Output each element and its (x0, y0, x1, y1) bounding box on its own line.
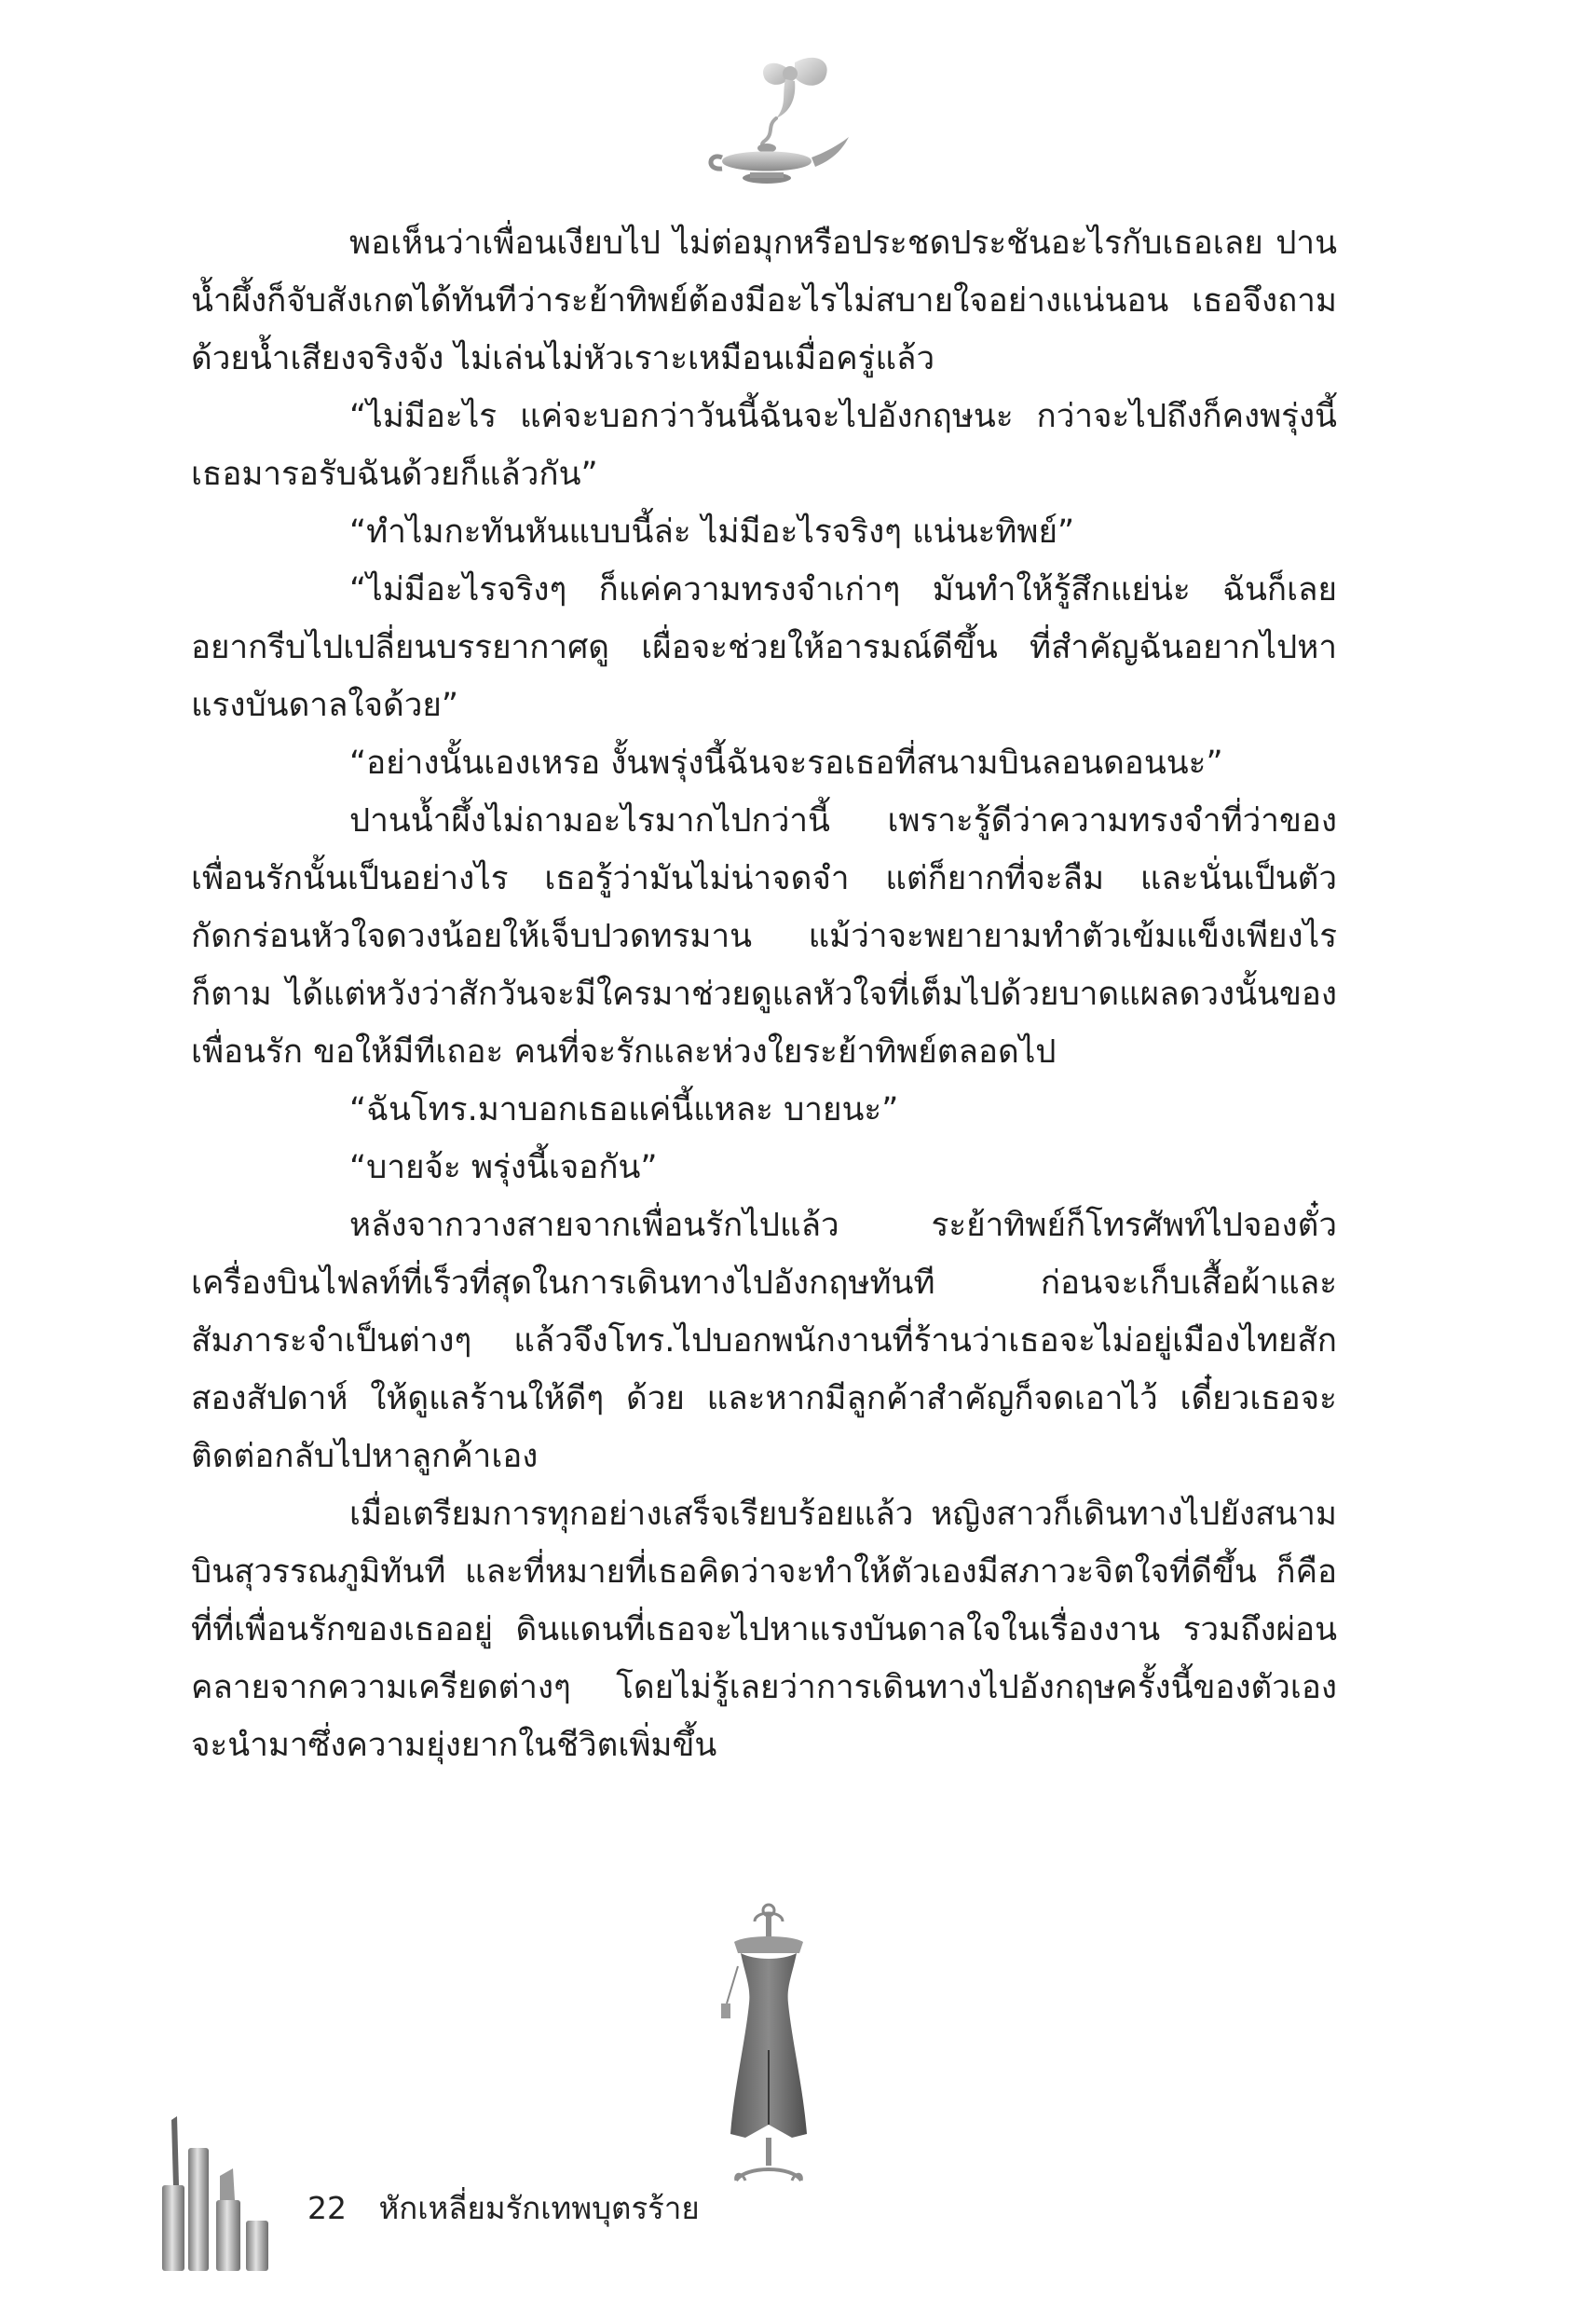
paragraph: “อย่างนั้นเองเหรอ งั้นพรุ่งนี้ฉันจะรอเธอที่สนามบินลอนดอนนะ” (349, 745, 1223, 782)
cosmetics-icon (140, 2111, 280, 2274)
paragraph: หลังจากวางสายจากเพื่อนรักไปแล้ว ระย้าทิพย์ก็โทรศัพท์ไปจองตั๋วเครื่องบินไฟลท์ที่เร็วที่สุดในการเดินทางไปอังกฤษทันที ก่อนจะเก็บเสื้อผ้าและสัมภาระจำเป็นต่างๆ แล้วจึงโทร.ไปบอกพนักงานที่ร้านว่าเธอจะไม่อยู่เมืองไทยสักสองสัปดาห์ ให้ดูแลร้านให้ดีๆ ด้วย และหากมีลูกค้าสำคัญก็จดเอาไว้ เดี๋ยวเธอจะติดต่อกลับไปหาลูกค้าเอง (191, 1207, 1337, 1475)
paragraph: เมื่อเตรียมการทุกอย่างเสร็จเรียบร้อยแล้ว หญิงสาวก็เดินทางไปยังสนามบินสุวรรณภูมิทันที และที่หมายที่เธอคิดว่าจะทำให้ตัวเองมีสภาวะจิตใจที่ดีขึ้น ก็คือที่ที่เพื่อนรักของเธออยู่ ดินแดนที่เธอจะไปหาแรงบันดาลใจในเรื่องงาน รวมถึงผ่อนคลายจากความเครียดต่างๆ โดยไม่รู้เลยว่าการเดินทางไปอังกฤษครั้งนี้ของตัวเองจะนำมาซึ่งความยุ่งยากในชีวิตเพิ่มขึ้น (191, 1496, 1337, 1764)
paragraph: พอเห็นว่าเพื่อนเงียบไป ไม่ต่อมุกหรือประชดประชันอะไรกับเธอเลย ปานน้ำผึ้งก็จับสังเกตได้ทันทีว่าระย้าทิพย์ต้องมีอะไรไม่สบายใจอย่างแน่นอน เธอจึงถามด้วยน้ำเสียงจริงจัง ไม่เล่นไม่หัวเราะเหมือนเมื่อครู่แล้ว (191, 225, 1337, 377)
book-title: หักเหลี่ยมรักเทพบุตรร้าย (378, 2190, 700, 2226)
paragraph: “ทำไมกะทันหันแบบนี้ล่ะ ไม่มีอะไรจริงๆ แน่นะทิพย์” (349, 513, 1075, 551)
paragraph: “บายจ้ะ พรุ่งนี้เจอกัน” (349, 1149, 658, 1186)
paragraph: “ไม่มีอะไรจริงๆ ก็แค่ความทรงจำเก่าๆ มันทำให้รู้สึกแย่น่ะ ฉันก็เลยอยากรีบไปเปลี่ยนบรรยากาศดู เผื่อจะช่วยให้อารมณ์ดีขึ้น ที่สำคัญฉันอยากไปหาแรงบันดาลใจด้วย” (191, 571, 1337, 724)
body-text (191, 214, 1337, 1774)
dress-mannequin-icon (689, 1901, 848, 2190)
paragraph: ปานน้ำผึ้งไม่ถามอะไรมากไปกว่านี้ เพราะรู้ดีว่าความทรงจำที่ว่าของเพื่อนรักนั้นเป็นอย่างไร เธอรู้ว่ามันไม่น่าจดจำ แต่ก็ยากที่จะลืม และนั่นเป็นตัวกัดกร่อนหัวใจดวงน้อยให้เจ็บปวดทรมาน แม้ว่าจะพยายามทำตัวเข้มแข็งเพียงไรก็ตาม ได้แต่หวังว่าสักวันจะมีใครมาช่วยดูแลหัวใจที่เต็มไปด้วยบาดแผลดวงนั้นของเพื่อนรัก ขอให้มีทีเถอะ คนที่จะรักและห่วงใยระย้าทิพย์ตลอดไป (191, 802, 1337, 1071)
page-footer (307, 2190, 700, 2227)
paragraph: “ไม่มีอะไร แค่จะบอกว่าวันนี้ฉันจะไปอังกฤษนะ กว่าจะไปถึงก็คงพรุ่งนี้ เธอมารอรับฉันด้วยก็แล้วกัน” (191, 398, 1337, 493)
page-number: 22 (307, 2190, 347, 2226)
paragraph: “ฉันโทร.มาบอกเธอแค่นี้แหละ บายนะ” (349, 1091, 899, 1128)
genie-lamp-icon (685, 51, 862, 191)
